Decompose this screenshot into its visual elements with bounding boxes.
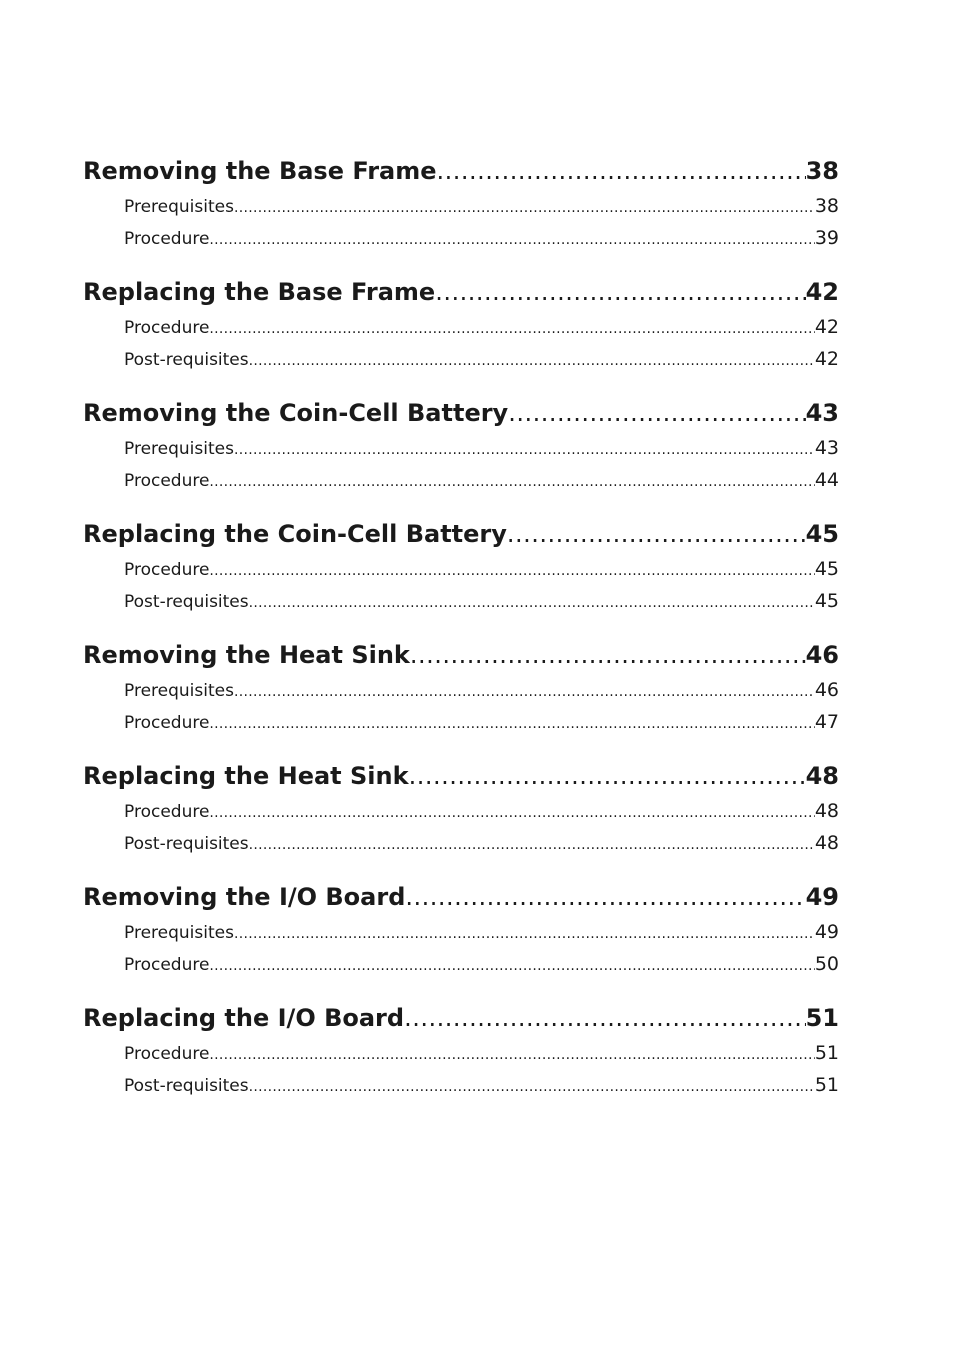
toc-section (83, 275, 839, 375)
toc-heading-title: Replacing the I/O Board (83, 1004, 405, 1032)
toc-heading[interactable] (83, 154, 839, 188)
toc-leader-dots (435, 275, 805, 309)
toc-subitem-page: 48 (814, 832, 839, 854)
toc-subitem-label: Prerequisites (124, 681, 234, 701)
toc-subitem[interactable] (124, 464, 839, 496)
toc-leader-dots (209, 1039, 814, 1069)
toc-heading-title: Removing the Coin-Cell Battery (83, 399, 509, 427)
toc-leader-dots (507, 517, 806, 551)
toc-leader-dots (249, 829, 815, 859)
toc-leader-dots (249, 345, 815, 375)
toc-heading-title: Removing the Base Frame (83, 157, 437, 185)
toc-leader-dots (409, 759, 806, 793)
toc-leader-dots (508, 396, 805, 430)
toc-heading-title: Removing the Heat Sink (83, 641, 410, 669)
toc-section (83, 759, 839, 859)
toc-subitem[interactable] (124, 1069, 839, 1101)
toc-subitem-page: 43 (814, 437, 839, 459)
toc-heading[interactable] (83, 759, 839, 793)
toc-subitem[interactable] (124, 827, 839, 859)
toc-subitem-label: Procedure (124, 229, 210, 249)
toc-heading-page: 45 (805, 520, 839, 548)
toc-subitem-label: Procedure (124, 1044, 210, 1064)
toc-heading-page: 38 (805, 157, 839, 185)
toc-heading-title: Replacing the Heat Sink (83, 762, 409, 790)
toc-subitem-label: Procedure (124, 955, 210, 975)
toc-section (83, 880, 839, 980)
toc-subitem[interactable] (124, 222, 839, 254)
toc-leader-dots (209, 313, 814, 343)
toc-subitem[interactable] (124, 916, 839, 948)
toc-leader-dots (234, 676, 815, 706)
toc-subitem-label: Procedure (124, 713, 210, 733)
toc-leader-dots (234, 918, 815, 948)
toc-subitem[interactable] (124, 432, 839, 464)
toc-subitem-label: Procedure (124, 471, 210, 491)
toc-heading-title: Replacing the Base Frame (83, 278, 436, 306)
toc-subitem-page: 39 (814, 227, 839, 249)
toc-subitem-page: 45 (814, 558, 839, 580)
toc-subitem-label: Post-requisites (124, 592, 249, 612)
toc-subitem-page: 51 (814, 1074, 839, 1096)
toc-section (83, 396, 839, 496)
toc-leader-dots (209, 797, 814, 827)
toc-subitem-page: 38 (814, 195, 839, 217)
toc-subitem[interactable] (124, 190, 839, 222)
toc-leader-dots (234, 434, 815, 464)
toc-subitem[interactable] (124, 585, 839, 617)
toc-subitem[interactable] (124, 553, 839, 585)
toc-leader-dots (249, 1071, 815, 1101)
toc-subitem-label: Prerequisites (124, 923, 234, 943)
toc-subitem[interactable] (124, 343, 839, 375)
toc-subitem-page: 45 (814, 590, 839, 612)
toc-subitem-label: Post-requisites (124, 1076, 249, 1096)
toc-subitem[interactable] (124, 706, 839, 738)
toc-leader-dots (437, 154, 806, 188)
toc-heading-title: Replacing the Coin-Cell Battery (83, 520, 507, 548)
toc-heading[interactable] (83, 275, 839, 309)
toc-subitem-page: 49 (814, 921, 839, 943)
toc-heading-page: 46 (805, 641, 839, 669)
toc-leader-dots (249, 587, 815, 617)
toc-subitem-page: 47 (814, 711, 839, 733)
toc-subitem[interactable] (124, 311, 839, 343)
toc-section (83, 1001, 839, 1101)
toc-heading-page: 49 (805, 883, 839, 911)
toc-heading-page: 42 (805, 278, 839, 306)
toc-leader-dots (209, 466, 814, 496)
toc-leader-dots (209, 224, 814, 254)
toc-subitem-label: Procedure (124, 318, 210, 338)
toc-heading[interactable] (83, 1001, 839, 1035)
toc-subitem-label: Procedure (124, 560, 210, 580)
toc-leader-dots (404, 1001, 806, 1035)
toc-heading-page: 51 (805, 1004, 839, 1032)
toc-subitem[interactable] (124, 795, 839, 827)
toc-heading[interactable] (83, 880, 839, 914)
table-of-contents (83, 154, 839, 1122)
toc-subitem-label: Post-requisites (124, 834, 249, 854)
toc-heading-title: Removing the I/O Board (83, 883, 406, 911)
toc-section (83, 638, 839, 738)
toc-heading[interactable] (83, 638, 839, 672)
toc-subitem-label: Prerequisites (124, 197, 234, 217)
toc-subitem-page: 44 (814, 469, 839, 491)
toc-section (83, 154, 839, 254)
toc-subitem-label: Procedure (124, 802, 210, 822)
toc-leader-dots (209, 555, 814, 585)
toc-heading[interactable] (83, 396, 839, 430)
toc-subitem-page: 48 (814, 800, 839, 822)
toc-leader-dots (209, 708, 814, 738)
toc-subitem-page: 50 (814, 953, 839, 975)
toc-leader-dots (234, 192, 815, 222)
toc-subitem-page: 46 (814, 679, 839, 701)
toc-section (83, 517, 839, 617)
toc-subitem[interactable] (124, 674, 839, 706)
toc-heading-page: 48 (805, 762, 839, 790)
toc-subitem[interactable] (124, 948, 839, 980)
toc-subitem[interactable] (124, 1037, 839, 1069)
toc-leader-dots (405, 880, 805, 914)
toc-leader-dots (209, 950, 814, 980)
toc-subitem-page: 42 (814, 348, 839, 370)
toc-heading-page: 43 (805, 399, 839, 427)
toc-subitem-label: Prerequisites (124, 439, 234, 459)
toc-subitem-page: 42 (814, 316, 839, 338)
toc-leader-dots (410, 638, 806, 672)
toc-subitem-page: 51 (814, 1042, 839, 1064)
toc-subitem-label: Post-requisites (124, 350, 249, 370)
toc-heading[interactable] (83, 517, 839, 551)
